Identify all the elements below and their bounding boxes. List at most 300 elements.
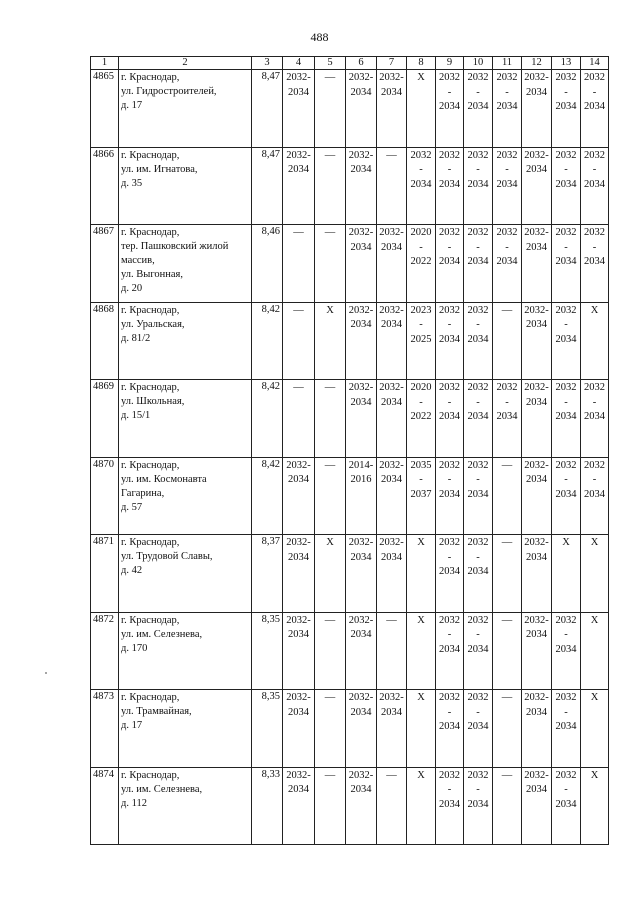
address-line: д. 20: [121, 283, 143, 294]
period-value: 2032- 2034: [524, 692, 549, 718]
table-row: [91, 690, 609, 768]
period-cell: [552, 767, 581, 845]
period-cell: [581, 225, 609, 303]
period-cell: [377, 612, 407, 690]
period-cell: [283, 690, 315, 768]
period-value: 2032- 2034: [286, 149, 311, 175]
address-line: д. 57: [121, 501, 143, 513]
period-value: 2032- 2034: [467, 149, 489, 190]
period-cell: [436, 302, 464, 380]
period-cell: [346, 70, 377, 148]
period-cell: [493, 147, 522, 225]
period-value: 2032- 2034: [348, 72, 374, 98]
period-cell: [315, 612, 346, 690]
period-cell: [377, 767, 407, 845]
period-cell: [522, 457, 552, 535]
period-value: —: [324, 614, 336, 626]
period-cell: [377, 302, 407, 380]
period-value: 2032- 2034: [584, 227, 605, 267]
column-header-4: 4: [283, 57, 315, 70]
period-value: 2032- 2034: [379, 304, 404, 330]
period-value: 2032- 2034: [467, 692, 489, 732]
period-value: 2032- 2034: [467, 614, 489, 655]
period-value: 2032- 2034: [439, 227, 460, 267]
period-cell: [464, 535, 493, 613]
column-header-14: 14: [581, 57, 609, 70]
address-cell: [119, 612, 252, 690]
period-value: Х: [590, 692, 599, 703]
period-value: —: [501, 614, 513, 626]
address-line: д. 15/1: [121, 410, 151, 421]
period-value: 2032- 2034: [439, 769, 460, 810]
period-value: 2032- 2034: [286, 769, 311, 795]
period-value: 2032- 2034: [524, 614, 549, 640]
period-value: 2032- 2034: [524, 227, 549, 253]
period-cell: [436, 767, 464, 845]
address-line: ул. Гидростроителей,: [121, 86, 217, 97]
period-cell: [346, 612, 377, 690]
period-value: —: [386, 769, 397, 781]
period-cell: [407, 767, 436, 845]
period-value: 2032- 2034: [467, 304, 489, 345]
period-cell: [552, 70, 581, 148]
period-cell: [377, 690, 407, 768]
period-cell: [493, 612, 522, 690]
period-cell: [407, 302, 436, 380]
period-cell: [464, 70, 493, 148]
period-cell: [377, 380, 407, 458]
period-value: 2032- 2034: [348, 537, 374, 563]
period-cell: [522, 690, 552, 768]
period-cell: [581, 690, 609, 768]
period-value: 2032- 2034: [286, 537, 311, 563]
period-value: 2032- 2034: [555, 304, 577, 345]
period-cell: [407, 380, 436, 458]
address-line: ул. Выгонная,: [121, 269, 183, 280]
period-value: 2032- 2034: [524, 382, 549, 408]
period-cell: [581, 302, 609, 380]
period-cell: [407, 690, 436, 768]
address-line: ул. им. Космонавта: [121, 473, 207, 485]
period-value: Х: [590, 614, 599, 626]
period-value: 2032- 2034: [555, 149, 577, 190]
period-cell: [436, 147, 464, 225]
header-row: [91, 57, 609, 70]
row-number: 4869: [91, 380, 119, 458]
address-line: г. Краснодар,: [121, 72, 180, 83]
period-value: Х: [417, 614, 425, 626]
column-header-9: 9: [436, 57, 464, 70]
address-cell: [119, 535, 252, 613]
period-value: 2032- 2034: [496, 149, 518, 190]
address-cell: [119, 380, 252, 458]
period-cell: [346, 147, 377, 225]
table-row: [91, 767, 609, 845]
period-value: 2032- 2034: [467, 227, 489, 267]
address-line: ул. Уральская,: [121, 318, 185, 330]
period-value: 2032- 2034: [348, 692, 374, 718]
period-value: 2032- 2034: [555, 692, 577, 732]
period-cell: [552, 535, 581, 613]
row-number: 4865: [91, 70, 119, 148]
period-value: 2032- 2034: [584, 149, 605, 190]
address-line: д. 17: [121, 100, 143, 111]
period-value: 2032- 2034: [439, 692, 460, 732]
schedule-table: [90, 56, 609, 845]
period-value: 2032- 2034: [410, 149, 432, 190]
period-cell: [581, 767, 609, 845]
period-value: Х: [326, 304, 334, 316]
period-cell: [522, 767, 552, 845]
period-cell: [377, 70, 407, 148]
column-header-7: 7: [377, 57, 407, 70]
address-cell: [119, 225, 252, 303]
period-value: 2032- 2034: [348, 149, 374, 175]
period-cell: [464, 612, 493, 690]
row-number: 4867: [91, 225, 119, 303]
period-cell: [552, 147, 581, 225]
period-value: —: [501, 692, 513, 703]
period-cell: [283, 612, 315, 690]
period-cell: [552, 612, 581, 690]
period-cell: [493, 302, 522, 380]
period-cell: [315, 302, 346, 380]
period-cell: [581, 147, 609, 225]
address-cell: [119, 302, 252, 380]
period-value: 2014- 2016: [348, 459, 374, 485]
address-line: ул. Трамвайная,: [121, 706, 192, 717]
address-line: Гагарина,: [121, 487, 165, 499]
period-value: 2032- 2034: [467, 769, 489, 810]
period-cell: [552, 302, 581, 380]
period-value: Х: [562, 537, 570, 548]
table-row: [91, 225, 609, 303]
period-cell: [315, 380, 346, 458]
period-cell: [283, 225, 315, 303]
address-line: массив,: [121, 255, 155, 266]
period-value: Х: [417, 72, 425, 83]
value-cell: 8,33: [252, 767, 283, 845]
address-line: ул. Школьная,: [121, 396, 185, 407]
period-value: 2032- 2034: [467, 459, 489, 500]
table-row: [91, 70, 609, 148]
period-value: 2032- 2034: [379, 227, 404, 253]
column-header-6: 6: [346, 57, 377, 70]
column-header-13: 13: [552, 57, 581, 70]
period-cell: [581, 380, 609, 458]
value-cell: 8,37: [252, 535, 283, 613]
table-row: [91, 147, 609, 225]
period-value: 2032- 2034: [555, 459, 577, 500]
period-cell: [552, 690, 581, 768]
period-value: 2032- 2034: [348, 769, 374, 795]
period-cell: [552, 380, 581, 458]
period-value: —: [324, 149, 336, 161]
column-header-8: 8: [407, 57, 436, 70]
address-line: г. Краснодар,: [121, 149, 180, 161]
period-cell: [407, 70, 436, 148]
period-cell: [522, 70, 552, 148]
period-cell: [346, 767, 377, 845]
period-cell: [493, 457, 522, 535]
period-value: 2032- 2034: [555, 72, 577, 112]
period-value: 2032- 2034: [584, 459, 605, 500]
period-value: —: [324, 72, 336, 83]
period-value: 2032- 2034: [286, 692, 311, 718]
period-value: —: [501, 769, 513, 781]
period-value: 2032- 2034: [286, 459, 311, 485]
table-row: [91, 457, 609, 535]
period-cell: [436, 612, 464, 690]
period-cell: [436, 225, 464, 303]
address-line: ул. Трудовой Славы,: [121, 551, 213, 562]
value-cell: 8,35: [252, 612, 283, 690]
period-value: 2032- 2034: [524, 769, 549, 795]
period-value: Х: [326, 537, 334, 548]
address-line: ул. им. Селезнева,: [121, 783, 203, 795]
period-value: Х: [417, 537, 425, 548]
period-cell: [464, 457, 493, 535]
period-value: —: [324, 382, 336, 393]
period-cell: [346, 302, 377, 380]
row-number: 4874: [91, 767, 119, 845]
row-number: 4872: [91, 612, 119, 690]
period-value: 2032- 2034: [439, 304, 460, 345]
period-value: 2032- 2034: [555, 382, 577, 422]
row-number: 4873: [91, 690, 119, 768]
period-value: 2032- 2034: [496, 227, 518, 267]
period-value: 2032- 2034: [555, 769, 577, 810]
period-cell: [315, 70, 346, 148]
period-value: 2032- 2034: [467, 537, 489, 577]
period-value: —: [501, 304, 513, 316]
period-cell: [377, 457, 407, 535]
period-cell: [522, 535, 552, 613]
period-value: 2032- 2034: [524, 304, 549, 330]
column-header-2: 2: [119, 57, 252, 70]
period-cell: [315, 457, 346, 535]
period-cell: [493, 225, 522, 303]
period-value: 2032- 2034: [348, 382, 374, 408]
address-line: г. Краснодар,: [121, 769, 180, 781]
period-value: Х: [417, 769, 425, 781]
period-cell: [377, 535, 407, 613]
period-value: 2032- 2034: [524, 72, 549, 98]
period-value: 2032- 2034: [496, 72, 518, 112]
period-cell: [522, 380, 552, 458]
period-value: 2035- 2037: [410, 459, 432, 500]
period-cell: [315, 535, 346, 613]
period-value: 2032- 2034: [286, 614, 311, 640]
address-line: г. Краснодар,: [121, 692, 180, 703]
address-cell: [119, 70, 252, 148]
period-cell: [346, 225, 377, 303]
address-line: д. 170: [121, 642, 148, 654]
column-header-10: 10: [464, 57, 493, 70]
period-cell: [493, 535, 522, 613]
address-line: д. 17: [121, 720, 143, 731]
period-cell: [493, 70, 522, 148]
period-value: —: [293, 304, 304, 316]
period-value: 2032- 2034: [555, 227, 577, 267]
address-cell: [119, 767, 252, 845]
period-value: 2032- 2034: [584, 72, 605, 112]
period-cell: [346, 535, 377, 613]
period-value: 2032- 2034: [379, 692, 404, 718]
period-cell: [493, 380, 522, 458]
row-number: 4868: [91, 302, 119, 380]
period-value: 2020- 2022: [410, 382, 432, 422]
period-cell: [315, 767, 346, 845]
address-line: г. Краснодар,: [121, 227, 180, 238]
period-value: 2032- 2034: [439, 149, 460, 190]
period-cell: [464, 302, 493, 380]
period-cell: [552, 457, 581, 535]
address-line: д. 42: [121, 565, 143, 576]
period-cell: [436, 70, 464, 148]
period-value: 2032- 2034: [555, 614, 577, 655]
value-cell: 8,46: [252, 225, 283, 303]
period-cell: [522, 225, 552, 303]
period-cell: [436, 457, 464, 535]
column-header-5: 5: [315, 57, 346, 70]
period-cell: [436, 535, 464, 613]
table-row: [91, 612, 609, 690]
period-value: —: [324, 459, 336, 471]
column-header-1: 1: [91, 57, 119, 70]
value-cell: 8,35: [252, 690, 283, 768]
period-value: 2032- 2034: [524, 459, 549, 485]
table-row: [91, 535, 609, 613]
column-header-11: 11: [493, 57, 522, 70]
address-line: ул. им. Игнатова,: [121, 163, 198, 175]
period-value: —: [293, 382, 304, 393]
period-value: —: [324, 769, 336, 781]
address-line: г. Краснодар,: [121, 382, 180, 393]
period-value: —: [386, 149, 397, 161]
period-value: 2032- 2034: [524, 149, 549, 175]
period-value: 2032- 2034: [348, 227, 374, 253]
column-header-12: 12: [522, 57, 552, 70]
row-number: 4870: [91, 457, 119, 535]
period-cell: [464, 225, 493, 303]
period-cell: [377, 147, 407, 225]
period-value: Х: [590, 769, 599, 781]
value-cell: 8,42: [252, 457, 283, 535]
period-cell: [315, 147, 346, 225]
period-cell: [283, 767, 315, 845]
period-cell: [464, 147, 493, 225]
period-cell: [581, 535, 609, 613]
period-cell: [283, 302, 315, 380]
period-value: Х: [417, 692, 425, 703]
period-value: 2032- 2034: [467, 382, 489, 422]
period-value: Х: [590, 304, 599, 316]
period-value: 2032- 2034: [467, 72, 489, 112]
address-cell: [119, 147, 252, 225]
period-cell: [283, 457, 315, 535]
period-cell: [581, 612, 609, 690]
period-value: 2032- 2034: [348, 304, 374, 330]
period-value: 2032- 2034: [439, 459, 460, 500]
period-value: 2032- 2034: [379, 72, 404, 98]
period-cell: [581, 70, 609, 148]
period-cell: [346, 457, 377, 535]
period-value: —: [293, 227, 304, 238]
period-value: Х: [590, 537, 599, 548]
row-number: 4866: [91, 147, 119, 225]
address-cell: [119, 690, 252, 768]
period-value: 2032- 2034: [584, 382, 605, 422]
period-cell: [464, 767, 493, 845]
period-cell: [581, 457, 609, 535]
period-value: —: [386, 614, 397, 626]
period-value: 2032- 2034: [286, 72, 311, 98]
address-cell: [119, 457, 252, 535]
period-cell: [522, 147, 552, 225]
period-cell: [407, 457, 436, 535]
row-number: 4871: [91, 535, 119, 613]
value-cell: 8,47: [252, 147, 283, 225]
period-value: 2023- 2025: [410, 304, 432, 345]
value-cell: 8,42: [252, 380, 283, 458]
period-cell: [464, 690, 493, 768]
address-line: д. 112: [121, 797, 147, 809]
period-value: 2032- 2034: [496, 382, 518, 422]
period-value: —: [324, 692, 336, 703]
period-cell: [464, 380, 493, 458]
period-value: 2032- 2034: [379, 537, 404, 563]
period-value: —: [501, 459, 513, 471]
page-number: 488: [310, 30, 329, 44]
period-cell: [315, 690, 346, 768]
table-row: [91, 380, 609, 458]
period-value: 2032- 2034: [439, 537, 460, 577]
address-line: ул. им. Селезнева,: [121, 628, 203, 640]
period-cell: [493, 690, 522, 768]
period-cell: [522, 612, 552, 690]
period-value: 2032- 2034: [439, 614, 460, 655]
period-cell: [407, 147, 436, 225]
period-cell: [283, 147, 315, 225]
period-cell: [407, 535, 436, 613]
address-line: г. Краснодар,: [121, 614, 180, 626]
column-header-3: 3: [252, 57, 283, 70]
period-cell: [283, 535, 315, 613]
period-cell: [436, 690, 464, 768]
period-value: —: [501, 537, 513, 548]
period-value: 2032- 2034: [379, 382, 404, 408]
address-line: д. 35: [121, 177, 143, 189]
period-value: —: [324, 227, 336, 238]
period-cell: [552, 225, 581, 303]
address-line: тер. Пашковский жилой: [121, 241, 229, 252]
period-cell: [436, 380, 464, 458]
period-cell: [522, 302, 552, 380]
period-value: 2020- 2022: [410, 227, 432, 267]
period-cell: [346, 380, 377, 458]
value-cell: 8,47: [252, 70, 283, 148]
scan-speck: [45, 672, 47, 674]
period-value: 2032- 2034: [439, 382, 460, 422]
period-cell: [283, 70, 315, 148]
table-row: [91, 302, 609, 380]
period-value: 2032- 2034: [379, 459, 404, 485]
period-cell: [407, 612, 436, 690]
period-cell: [407, 225, 436, 303]
period-cell: [493, 767, 522, 845]
address-line: г. Краснодар,: [121, 304, 180, 316]
